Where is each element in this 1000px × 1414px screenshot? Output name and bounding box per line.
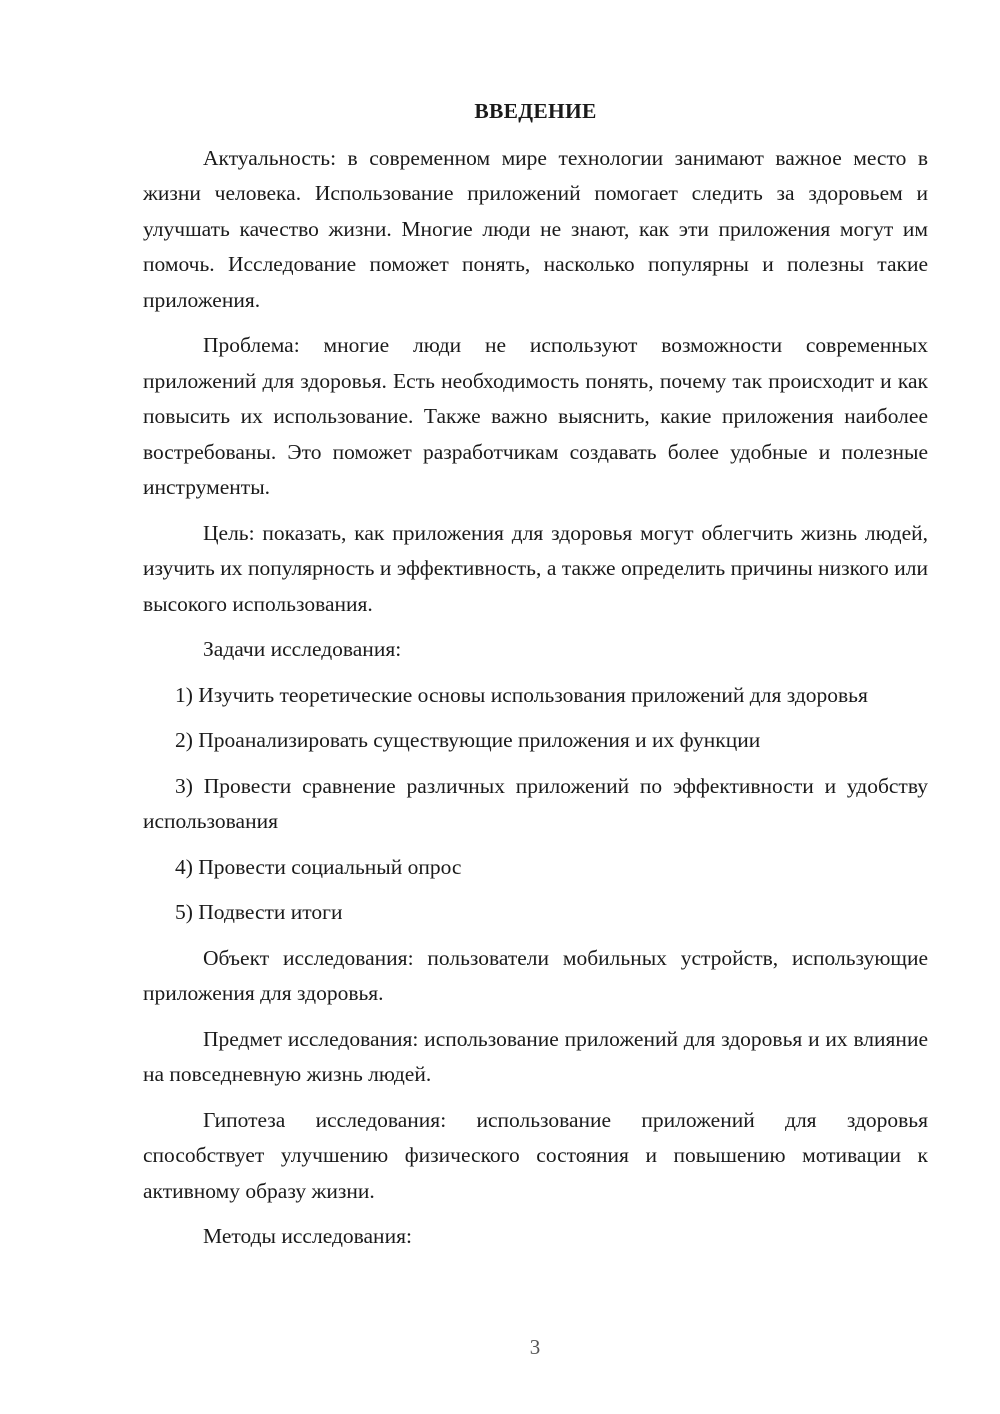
paragraph-methods: Методы исследования: [203, 1224, 412, 1248]
page-number: 3 [529, 1335, 541, 1359]
paragraph-hypothesis: Гипотеза исследования: использование приложений для здоровья способствует улучшению физического состояния и повышению мотивации к активному образу жизни. [143, 1107, 928, 1203]
page-content [143, 94, 928, 1265]
paragraph-goal: Цель: показать, как приложения для здоровья могут облегчить жизнь людей, изучить их популярность и эффективность, а также определить причины низкого или высокого использования. [143, 520, 928, 616]
paragraph-relevance: Актуальность: в современном мире технологии занимают важное место в жизни человека. Использование приложений помогает следить за здоровьем и улучшать качество жизни. Многие люди не знают, как эти приложения могут им помочь. Исследование поможет понять, насколько популярны и полезны такие приложения. [143, 145, 928, 312]
task-item: 3) Провести сравнение различных приложений по эффективности и удобству использования [143, 773, 928, 833]
paragraph-object: Объект исследования: пользователи мобильных устройств, использующие приложения для здоровья. [143, 945, 928, 1005]
task-item: 5) Подвести итоги [175, 900, 343, 924]
section-title: ВВЕДЕНИЕ [474, 99, 597, 123]
task-item: 1) Изучить теоретические основы использования приложений для здоровья [175, 682, 868, 707]
paragraph-subject: Предмет исследования: использование приложений для здоровья и их влияние на повседневную жизнь людей. [143, 1026, 928, 1086]
task-item: 2) Проанализировать существующие приложения и их функции [175, 728, 761, 752]
paragraph-problem: Проблема: многие люди не используют возможности современных приложений для здоровья. Есть необходимость понять, почему так происходит и как повысить их использование. Также важно выяснить, какие приложения наиболее востребованы. Это поможет разработчикам создавать более удобные и полезные инструменты. [143, 333, 928, 499]
paragraph-tasks-heading: Задачи исследования: [203, 637, 402, 661]
task-item: 4) Провести социальный опрос [175, 854, 462, 879]
